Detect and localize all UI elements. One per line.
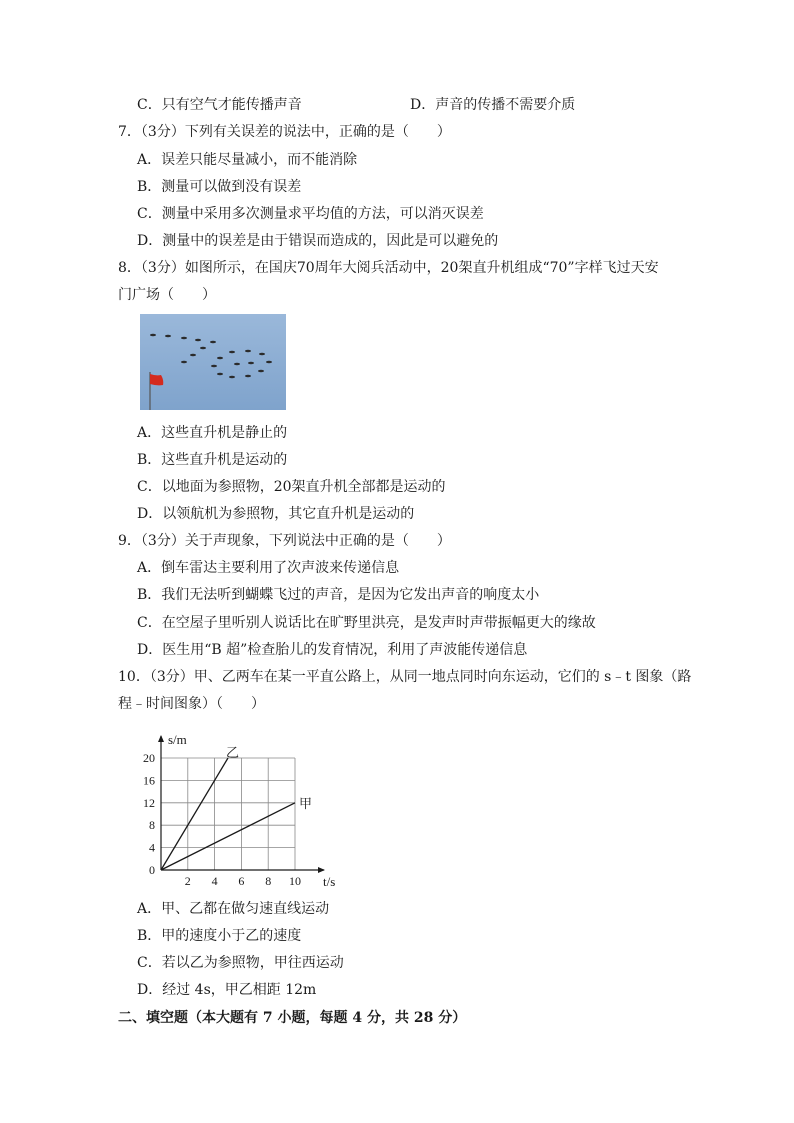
q7-option-b: B．测量可以做到没有误差 xyxy=(137,179,302,195)
q10-stem-line2: 程﹣时间图象）（ ） xyxy=(118,696,265,712)
q7-option-a: A．误差只能尽量减小，而不能消除 xyxy=(137,152,358,168)
x-tick-label: 8 xyxy=(265,874,272,888)
q10-option-b: B．甲的速度小于乙的速度 xyxy=(137,928,302,944)
series-label-1: 甲 xyxy=(299,795,313,811)
x-tick-label: 10 xyxy=(289,874,301,888)
q10-stem-line1: 10．（3分）甲、乙两车在某一平直公路上，从同一地点同时向东运动，它们的 s﹣t 图象（路 xyxy=(118,669,692,685)
q9-option-d: D．医生用“B 超”检查胎儿的发育情况，利用了声波能传递信息 xyxy=(137,642,528,658)
q9-stem: 9．（3分）关于声现象，下列说法中正确的是（ ） xyxy=(118,533,451,549)
q8-stem-line1: 8．（3分）如图所示，在国庆70周年大阅兵活动中，20架直升机组成“70”字样飞过天安 xyxy=(118,260,659,276)
q8-option-c: C．以地面为参照物，20架直升机全部都是运动的 xyxy=(137,479,446,495)
y-axis-label: s/m xyxy=(168,732,187,747)
graph-series xyxy=(161,758,295,870)
y-tick-label: 8 xyxy=(149,818,155,833)
q9-option-b: B．我们无法听到蝴蝶飞过的声音，是因为它发出声音的响度太小 xyxy=(137,587,540,603)
sky-background xyxy=(140,314,286,410)
x-tick-label: 4 xyxy=(211,874,218,888)
y-tick-label: 20 xyxy=(143,751,155,765)
q6-option-d: D．声音的传播不需要介质 xyxy=(410,97,576,113)
series-label-0: 乙 xyxy=(226,745,240,760)
q6-option-c: C．只有空气才能传播声音 xyxy=(137,97,302,113)
graph-grid xyxy=(161,758,295,870)
s-t-graph xyxy=(138,726,348,894)
y-tick-label: 4 xyxy=(149,840,155,855)
q10-option-c: C．若以乙为参照物，甲往西运动 xyxy=(137,955,344,971)
helicopter-formation-photo xyxy=(140,314,286,410)
q10-option-d: D．经过 4s，甲乙相距 12m xyxy=(137,982,317,998)
q10-option-a: A．甲、乙都在做匀速直线运动 xyxy=(137,901,330,917)
q9-option-a: A．倒车雷达主要利用了次声波来传递信息 xyxy=(137,560,400,576)
x-tick-label: 6 xyxy=(238,874,245,888)
y-axis-arrow-icon xyxy=(158,735,164,742)
y-tick-label: 0 xyxy=(149,863,155,877)
q7-option-d: D．测量中的误差是由于错误而造成的，因此是可以避免的 xyxy=(137,233,499,249)
q8-option-d: D．以领航机为参照物，其它直升机是运动的 xyxy=(137,506,415,522)
q8-option-a: A．这些直升机是静止的 xyxy=(137,425,288,441)
q8-option-b: B．这些直升机是运动的 xyxy=(137,452,288,468)
q9-option-c: C．在空屋子里听别人说话比在旷野里洪亮，是发声时声带振幅更大的缘故 xyxy=(137,615,596,631)
y-tick-label: 16 xyxy=(143,773,155,788)
section-title: 二、填空题（本大题有 7 小题，每题 4 分，共 28 分） xyxy=(118,1010,467,1026)
q8-stem-line2: 门广场（ ） xyxy=(118,287,216,303)
x-axis-label: t/s xyxy=(323,874,336,889)
x-axis-arrow-icon xyxy=(318,867,325,873)
q7-option-c: C．测量中采用多次测量求平均值的方法，可以消灭误差 xyxy=(137,206,484,222)
x-tick-label: 2 xyxy=(184,874,191,888)
y-tick-label: 12 xyxy=(143,795,155,810)
q7-stem: 7．（3分）下列有关误差的说法中，正确的是（ ） xyxy=(118,124,451,140)
